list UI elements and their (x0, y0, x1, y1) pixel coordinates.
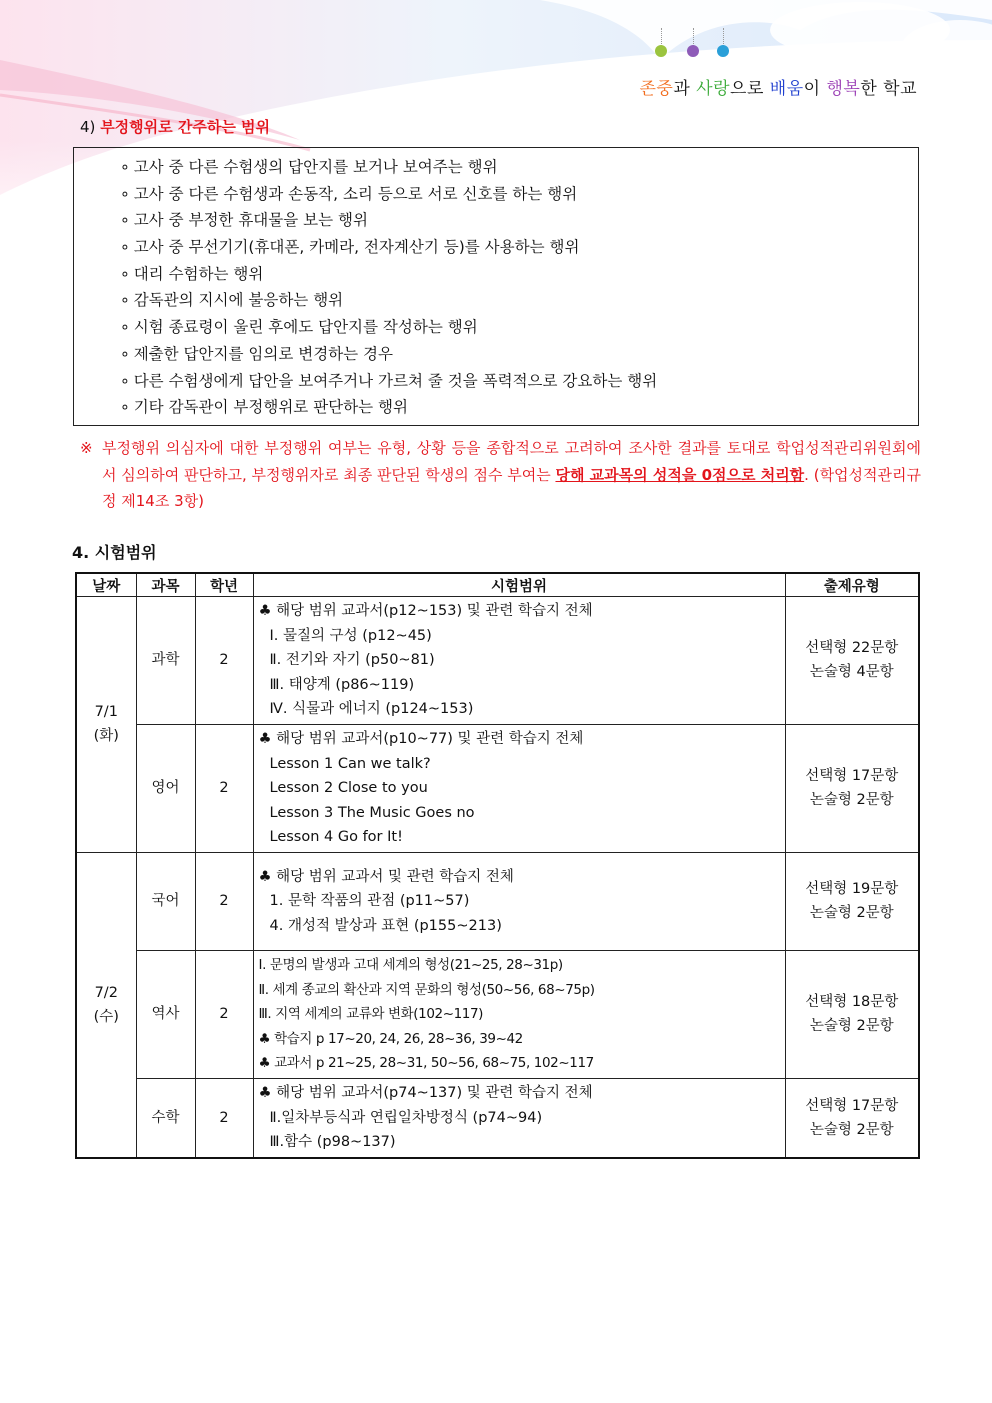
scope-line: ♣ 교과서 p 21~25, 28~31, 50~56, 68~75, 102~117 (258, 1055, 594, 1072)
blue-dot-icon (717, 45, 729, 57)
grade-cell: 2 (195, 597, 253, 725)
type-line: 논술형 2문항 (809, 1121, 894, 1138)
note-emphasis: 당해 교과목의 성적을 0점으로 처리함 (555, 465, 805, 484)
grade-cell: 2 (195, 724, 253, 852)
date-cell (76, 852, 136, 1157)
type-line: 선택형 17문항 (805, 1097, 899, 1114)
table-row (76, 1078, 919, 1157)
green-dot-icon (655, 45, 667, 57)
motto-part: 으로 (730, 79, 770, 99)
cheating-section-heading (80, 116, 270, 137)
subject-cell: 수학 (136, 1078, 195, 1157)
cheating-item: ∘ 고사 중 부정한 휴대물을 보는 행위 (120, 207, 918, 234)
subject-cell: 과학 (136, 597, 195, 725)
section-number: 4) (80, 118, 96, 136)
subject-cell: 영어 (136, 724, 195, 852)
grade-cell: 2 (195, 950, 253, 1078)
scope-line: Ⅲ.함수 (p98~137) (269, 1134, 396, 1151)
scope-line: Ⅰ. 물질의 구성 (p12~45) (269, 627, 432, 644)
motto-part: 한 학교 (860, 79, 917, 99)
cheating-item: ∘ 다른 수험생에게 답안을 보여주거나 가르쳐 줄 것을 폭력적으로 강요하는 행위 (120, 368, 918, 395)
grade-cell: 2 (195, 852, 253, 950)
cheating-item: ∘ 감독관의 지시에 불응하는 행위 (120, 287, 918, 314)
header-question-type: 출제유형 (785, 573, 919, 597)
cheating-item: ∘ 제출한 답안지를 임의로 변경하는 경우 (120, 341, 918, 368)
scope-line: 4. 개성적 발상과 표현 (p155~213) (269, 917, 502, 934)
type-cell (785, 724, 919, 852)
motto-part: 존중 (639, 79, 674, 99)
cheating-item: ∘ 고사 중 다른 수험생과 손동작, 소리 등으로 서로 신호를 하는 행위 (120, 181, 918, 208)
type-line: 선택형 19문항 (805, 881, 899, 898)
table-row (76, 852, 919, 950)
cheating-item: ∘ 고사 중 무선기기(휴대폰, 카메라, 전자계산기 등)를 사용하는 행위 (120, 234, 918, 261)
type-cell (785, 597, 919, 725)
type-line: 논술형 2문항 (809, 905, 894, 922)
cheating-note (80, 435, 921, 515)
type-line: 논술형 2문항 (809, 1018, 894, 1035)
cheating-item: ∘ 대리 수험하는 행위 (120, 261, 918, 288)
header-scope: 시험범위 (253, 573, 785, 597)
type-cell (785, 1078, 919, 1157)
cheating-item: ∘ 시험 종료령이 울린 후에도 답안지를 작성하는 행위 (120, 314, 918, 341)
type-cell (785, 950, 919, 1078)
weekday: (수) (93, 1008, 119, 1025)
scope-line: Ⅳ. 식물과 에너지 (p124~153) (269, 701, 474, 718)
scope-line: ♣ 해당 범위 교과서 및 관련 학습지 전체 (258, 868, 514, 885)
motto-part: 배움 (769, 79, 804, 99)
grade-cell: 2 (195, 1078, 253, 1157)
type-line: 선택형 17문항 (805, 768, 899, 785)
scope-cell (253, 597, 785, 725)
cheating-list-box (73, 147, 919, 426)
date: 7/2 (94, 984, 118, 1001)
table-row (76, 597, 919, 725)
scope-line: ♣ 해당 범위 교과서(p74~137) 및 관련 학습지 전체 (258, 1084, 593, 1101)
scope-line: Lesson 3 The Music Goes no (269, 804, 475, 821)
scope-line: ♣ 학습지 p 17~20, 24, 26, 28~36, 39~42 (258, 1030, 523, 1047)
scope-cell (253, 724, 785, 852)
type-line: 논술형 4문항 (809, 664, 894, 681)
exam-range-table (75, 572, 920, 1159)
scope-line: Lesson 2 Close to you (269, 780, 428, 797)
scope-cell (253, 1078, 785, 1157)
scope-cell (253, 852, 785, 950)
type-cell (785, 852, 919, 950)
motto-part: 사랑 (696, 79, 731, 99)
note-reference: . (학업성적관리규정 제14조 3항) (102, 465, 921, 510)
school-motto (639, 74, 917, 99)
date-cell (76, 597, 136, 853)
weekday: (화) (93, 728, 119, 745)
motto-part: 행복 (826, 79, 861, 99)
scope-line: Ⅱ. 전기와 자기 (p50~81) (269, 652, 435, 669)
header-dots-decoration (652, 28, 742, 62)
purple-dot-icon (687, 45, 699, 57)
scope-line: Ⅱ.일차부등식과 연립일차방정식 (p74~94) (269, 1109, 543, 1126)
date: 7/1 (94, 704, 118, 721)
motto-part: 이 (803, 79, 827, 99)
section-title: 부정행위로 간주하는 범위 (100, 118, 271, 136)
scope-line: Lesson 1 Can we talk? (269, 755, 431, 772)
scope-line: Ⅱ. 세계 종교의 확산과 지역 문화의 형성(50~56, 68~75p) (258, 981, 595, 998)
header-grade: 학년 (195, 573, 253, 597)
scope-line: Ⅲ. 태양계 (p86~119) (269, 676, 415, 693)
table-header-row (76, 573, 919, 597)
scope-line: Lesson 4 Go for It! (269, 829, 403, 846)
scope-line: ♣ 해당 범위 교과서(p12~153) 및 관련 학습지 전체 (258, 603, 593, 619)
note-text: 부정행위 의심자에 대한 부정행위 여부는 유형, 상황 등을 종합적으로 고려하여 조사한 결과를 토대로 학업성적관리위원회에서 심의하여 판단하고, 부정행위자로 최종 판단된 학생의 점수 부여는 (102, 439, 921, 484)
type-line: 논술형 2문항 (809, 792, 894, 809)
cheating-item: ∘ 기타 감독관이 부정행위로 판단하는 행위 (120, 394, 918, 421)
subject-cell: 국어 (136, 852, 195, 950)
table-row (76, 950, 919, 1078)
header-subject: 과목 (136, 573, 195, 597)
scope-line: Ⅲ. 지역 세계의 교류와 변화(102~117) (258, 1006, 484, 1023)
type-line: 선택형 18문항 (805, 994, 899, 1011)
subject-cell: 역사 (136, 950, 195, 1078)
scope-cell (253, 950, 785, 1078)
motto-part: 과 (673, 79, 697, 99)
scope-line: I. 문명의 발생과 고대 세계의 형성(21~25, 28~31p) (258, 956, 563, 973)
note-mark: ※ (80, 439, 93, 457)
exam-range-title: 4. 시험범위 (72, 543, 157, 562)
cheating-item: ∘ 고사 중 다른 수험생의 답안지를 보거나 보여주는 행위 (120, 154, 918, 181)
header-date: 날짜 (76, 573, 136, 597)
type-line: 선택형 22문항 (805, 640, 899, 657)
scope-line: 1. 문학 작품의 관점 (p11~57) (269, 893, 470, 910)
scope-line: ♣ 해당 범위 교과서(p10~77) 및 관련 학습지 전체 (258, 730, 584, 747)
table-row (76, 724, 919, 852)
